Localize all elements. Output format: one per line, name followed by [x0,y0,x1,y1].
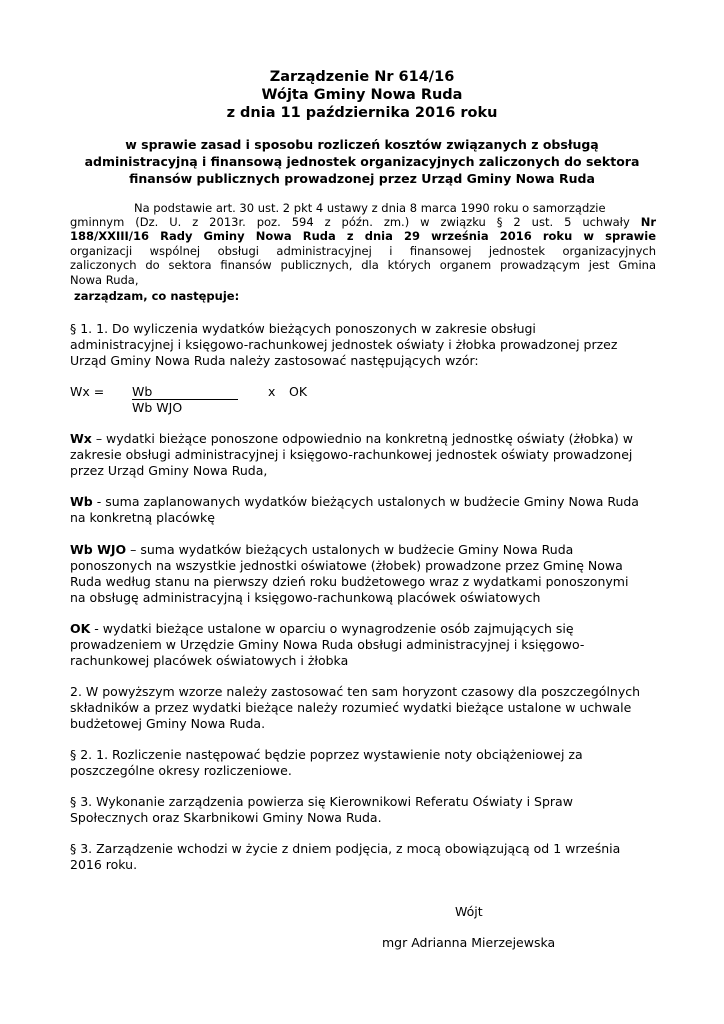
par4-line-1: § 3. Zarządzenie wchodzi w życie z dniem podjęcia, z mocą obowiązującą od 1 września [70,841,621,856]
par3-line-1: § 3. Wykonanie zarządzenia powierza się Kierownikowi Referatu Oświaty i Spraw [70,794,573,809]
def-wx-term: Wx [70,431,92,446]
def-wb-term: Wb [70,494,93,509]
par3-line-2: Społecznych oraz Skarbnikowi Gminy Nowa Ruda. [70,810,382,825]
formula-lhs: Wx = [70,384,105,399]
preamble-line-6: Nowa Ruda, [70,273,139,287]
par2-line-2: poszczególne okresy rozliczeniowe. [70,763,292,778]
subject-line-3: finansów publicznych prowadzonej przez Urząd Gminy Nowa Ruda [129,171,595,186]
def-wb-line-2: na konkretną placówkę [70,510,215,525]
subject-line-1: w sprawie zasad i sposobu rozliczeń kosztów związanych z obsługą [125,137,599,152]
def-wb-line-1 [70,493,639,510]
def-wx-line-3: przez Urząd Gminy Nowa Ruda, [70,463,268,478]
title-line-3: z dnia 11 października 2016 roku [226,105,498,121]
title-line-2: Wójta Gminy Nowa Ruda [261,87,463,103]
signature-role: Wójt [455,904,483,919]
formula-numerator-text: Wb [132,384,238,400]
formula-numerator [132,383,238,400]
title-line-1: Zarządzenie Nr 614/16 [269,69,455,85]
signature-name: mgr Adrianna Mierzejewska [382,935,556,950]
preamble-line-1: Na podstawie art. 30 ust. 2 pkt 4 ustawy z dnia 8 marca 1990 roku o samorządzie [134,201,606,215]
def-ok-term: OK [70,621,91,636]
def-wb-text: - suma zaplanowanych wydatków bieżących ustalonych w budżecie Gminy Nowa Ruda [92,494,639,509]
preamble-line-2 [70,215,656,229]
par1-line-2: administracyjnej i księgowo-rachunkowej jednostek oświaty i żłobka prowadzonej przez [70,337,618,352]
def-wbwjo-line-3: Ruda według stanu na pierwszy dzień roku budżetowego wraz z wydatkami ponoszonymi [70,574,629,589]
def-wbwjo-line-2: ponoszonych na wszystkie jednostki oświatowe (żłobek) prowadzone przez Gminę Nowa [70,558,623,573]
def-wx-line-2: zakresie obsługi administracyjnej i księgowo-rachunkowej jednostek oświaty prowadzonej [70,447,633,462]
par4-line-2: 2016 roku. [70,857,138,872]
preamble-line-2-text: gminnym (Dz. U. z 2013r. poz. 594 z późn. zm.) w związku § 2 ust. 5 uchwały [70,215,630,229]
preamble-line-2-bold: Nr [640,215,657,229]
point2-line-1: 2. W powyższym wzorze należy zastosować ten sam horyzont czasowy dla poszczególnych [70,684,641,699]
preamble-line-4: organizacji wspólnej obsługi administracyjnej i finansowej jednostek organizacyjnych [70,244,656,258]
formula-times: x [268,384,276,399]
def-ok-line-1 [70,620,574,637]
subject-line-2: administracyjną i finansową jednostek organizacyjnych zaliczonych do sektora [84,154,640,169]
preamble-line-5: zaliczonych do sektora finansów publicznych, dla których organem prowadzącym jest Gmina [70,258,656,272]
def-ok-text: - wydatki bieżące ustalone w oparciu o wynagrodzenie osób zajmujących się [90,621,574,636]
def-ok-line-2: prowadzeniem w Urzędzie Gminy Nowa Ruda obsługi administracyjnej i księgowo- [70,637,585,652]
def-wx-line-1 [70,430,633,447]
par1-line-1: § 1. 1. Do wyliczenia wydatków bieżących ponoszonych w zakresie obsługi [70,321,536,336]
par1-line-3: Urząd Gminy Nowa Ruda należy zastosować następujących wzór: [70,353,479,368]
def-wbwjo-line-4: na obsługę administracyjną i księgowo-rachunkową placówek oświatowych [70,590,541,605]
def-ok-line-3: rachunkowej placówek oświatowych i żłobka [70,653,349,668]
formula-ok: OK [289,384,308,399]
def-wbwjo-text: – suma wydatków bieżących ustalonych w budżecie Gminy Nowa Ruda [126,542,574,557]
decree-line: zarządzam, co następuje: [74,289,240,303]
point2-line-2: składników a przez wydatki bieżące należy rozumieć wydatki bieżące ustalone w uchwale [70,700,632,715]
def-wbwjo-term: Wb WJO [70,542,127,557]
def-wbwjo-line-1 [70,541,573,558]
par2-line-1: § 2. 1. Rozliczenie następować będzie poprzez wystawienie noty obciążeniowej za [70,747,583,762]
point2-line-3: budżetowej Gminy Nowa Ruda. [70,716,266,731]
def-wx-text: – wydatki bieżące ponoszone odpowiednio na konkretną jednostkę oświaty (żłobka) w [91,431,633,446]
preamble-line-3: 188/XXIII/16 Rady Gminy Nowa Ruda z dnia 29 września 2016 roku w sprawie [70,229,656,243]
formula-denominator: Wb WJO [132,400,183,415]
